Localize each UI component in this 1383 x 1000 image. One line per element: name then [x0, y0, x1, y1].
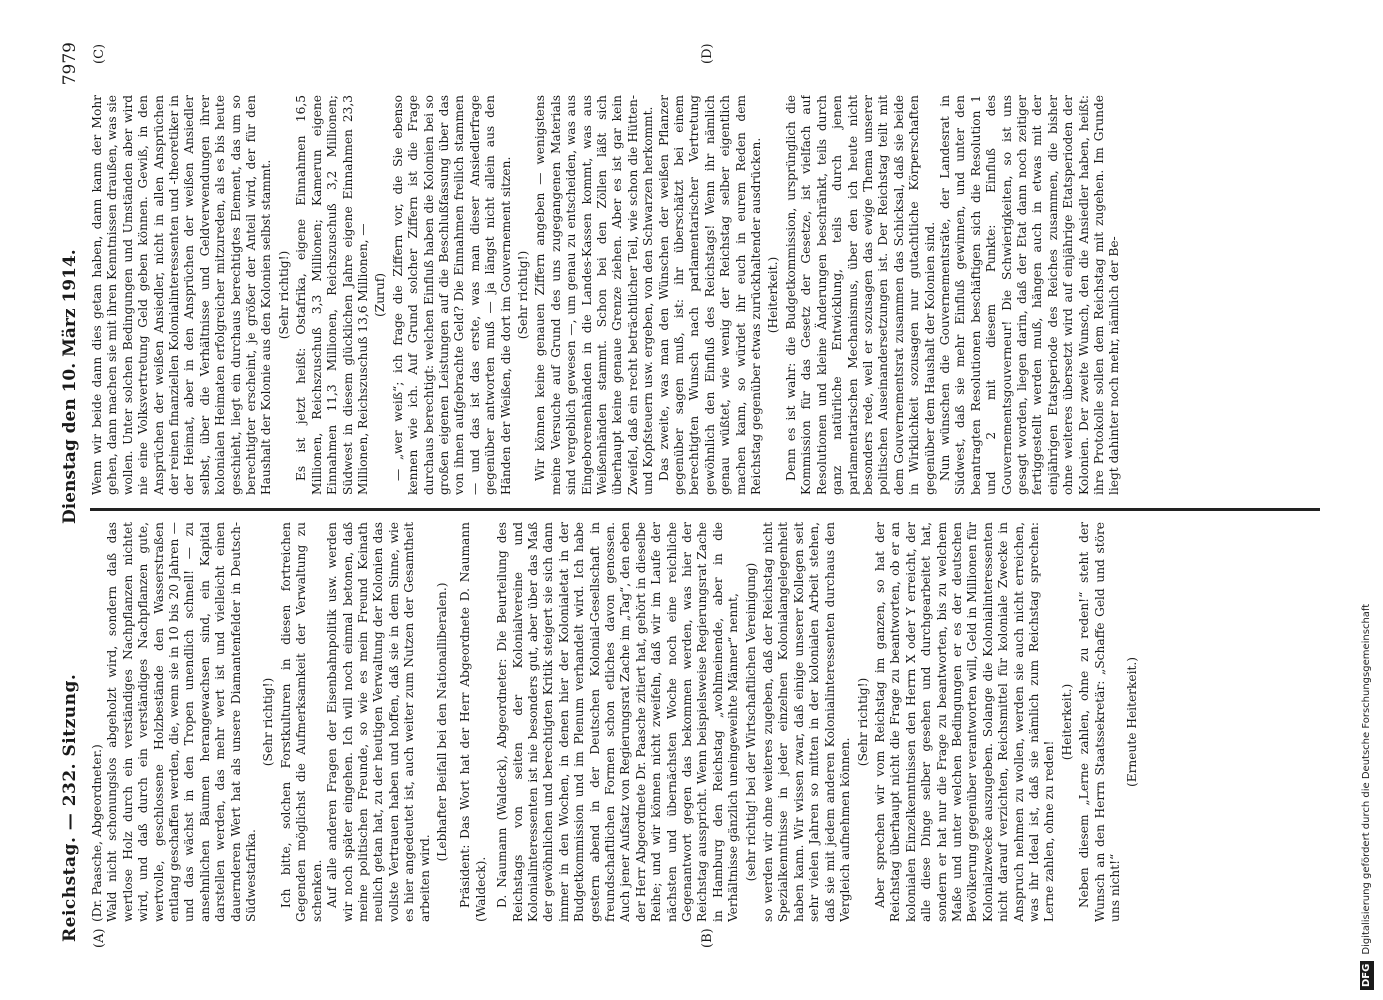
- margin-mark-a: (A): [92, 928, 107, 948]
- column-divider: [90, 508, 1320, 511]
- interjection: (Heiterkeit.): [766, 256, 781, 334]
- left-column: [90, 522, 1310, 922]
- paragraph: Ich bitte, solchen Forstkulturen in diesen fortreichen Gegenden möglichst die Aufmerksamkeit der Verwaltung zu schenken.: [278, 522, 324, 922]
- paragraph: Das zweite, was man den Wünschen der weißen Pflanzer gegenüber sagen muß, ist: ihr überschätzt bei einem berechtigten Wunsch nach parlamentarischer Vertretung gewöhnlich den Einfluß des Reichstags! Wenn ihr nämlich genau wüßtet, wie wenig der Reichstag selber eigentlich machen kann, so würdet ihr euch in eurem Reden dem Reichstag gegenüber etwas zurückhaltender ausdrücken.: [656, 95, 764, 495]
- paragraph: Nun wünschen die Gouvernementsräte, der Landesrat in Südwest, daß sie mehr Einfluß gewinnen, und unter den beantragten Resolutionen beschäftigen sich die Resolution 1 und 2 mit diesem Punkte: Einfluß des Gouvernementsgouverneur! Die Schwierigkeiten, so ist uns gesagt worden, liegen darin, daß der Etat dann noch zeitiger fertiggestellt werden muß, hängen auch in etwas mit der einjährigen Etatsperiode des Reiches zusammen, die bisher ohne weiteres übersetzt wird auf einjährige Etatsperioden der Kolonien. Der zweite Wunsch, den die Ansiedler haben, heißt: ihre Protokolle sollen dem Reichstag mit zugehen. Im Grunde liegt dahinter noch mehr, nämlich der Be-: [937, 95, 1122, 495]
- speaker-reference: (Dr. Paasche, Abgeordneter.): [90, 744, 104, 922]
- paragraph: Es ist jetzt heißt: Ostafrika, eigene Einnahmen 16,5 Millionen, Reichszuschuß 3,3 Millionen; Kamerun eigene Einnahmen 11,3 Millionen, Reichszuschuß 3,2 Millionen; Südwest in diesem glücklichen Jahre eigene Einnahmen 23,3 Millionen, Reichszuschuß 13,6 Millionen, —: [294, 95, 370, 495]
- interjection: (Lebhafter Beifall bei den Nationalliberalen.): [434, 582, 449, 862]
- interjection: (Zuruf): [373, 273, 388, 318]
- paragraph: Neben diesem „Lerne zahlen, ohne zu reden!“ steht der Wunsch an den Herrn Staatssekretär: „Schaffe Geld und störe uns nicht!“: [1077, 522, 1122, 922]
- digitization-credit: Digitalisierung gefördert durch die Deutsche Forschungsgemeinschaft: [1361, 603, 1372, 955]
- paragraph: Wald nicht schonungslos abgeholzt wird, sondern daß das wertlose Holz durch ein verständiges Nachpflanzen nichtet wird, und daß durch ein verständiges Nachpflanzen gute, wertvolle, geschlossene Holzbestände den Wasserstraßen entlang geschaffen werden, die, wenn sie in 10 bis 20 Jahren — und das wächst in den Tropen unendlich schnell! — zu ansehnlichen Bäumen herangewachsen sind, ein Kapital darstellen werden, das mehr wert ist und vielleicht einen dauernderen Wert hat als unsere Diamantenfelder in Deutsch-Südwestafrika.: [105, 522, 259, 922]
- paragraph: so werden wir ohne weiteres zugeben, daß der Reichstag nicht Spezialkenntnisse in jeder einzelnen Kolonialangelegenheit haben kann. Wir wissen zwar, daß einige unserer Kollegen seit sehr vielen Jahren so mitten in der kolonialen Arbeit stehen, daß sie mit jedem anderen Kolonialinteressenten durchaus den Vergleich aufnehmen können.: [761, 522, 853, 922]
- margin-mark-b: (B): [700, 928, 715, 948]
- president-line: Präsident: Das Wort hat der Herr Abgeordnete D. Naumann (Waldeck).: [458, 522, 488, 922]
- digitization-note: [1356, 10, 1378, 990]
- page-number: 7979: [60, 42, 80, 86]
- margin-mark-d: (D): [700, 43, 715, 64]
- right-column: [90, 95, 1310, 495]
- interjection: (Sehr richtig!): [261, 677, 276, 767]
- header-date: Dienstag den 10. März 1914.: [60, 249, 80, 524]
- interjection: (Erneute Heiterkeit.): [1125, 656, 1140, 788]
- interjection: (Sehr richtig!): [515, 250, 530, 340]
- paragraph: Denn es ist wahr: die Budgetkommission, ursprünglich die Kommission für das Gesetz der Gesetze, ist vielfach auf Resolutionen und kleine Änderungen beschränkt, teils durch ganz natürliche Entwicklung, teils durch jenen parlamentarischen Mechanismus, über den ich heute nicht besonders rede, weil er sozusagen das ewige Thema unserer politischen Auseinandersetzungen ist. Der Reichstag teilt mit dem Gouvernementsrat zusammen das Schicksal, daß sie beide in Wirklichkeit sozusagen nur gutachtliche Körperschaften gegenüber dem Haushalt der Kolonien sind.: [783, 95, 937, 495]
- interjection: (sehr richtig! bei der Wirtschaftlichen Vereinigung): [743, 562, 758, 882]
- interjection: (Sehr richtig!): [855, 677, 870, 767]
- paragraph: Wir können keine genauen Ziffern angeben — wenigstens meine Versuche auf Grund des uns zugegangenen Materials sind vergeblich gewesen —, um genau zu entscheiden, was aus Eingeborenenhänden in die Landes-Kassen kommt, was aus Weißenhänden stammt. Schon bei den Zöllen läßt sich überhaupt keine genaue Grenze ziehen. Aber es ist gar kein Zweifel, daß ein recht beträchtlicher Teil, wie schon die Hütten- und Kopfsteuern usw. ergeben, von den Schwarzen herkommt.: [533, 95, 656, 495]
- dfg-logo: DFG: [1360, 961, 1374, 990]
- interjection: (Heiterkeit.): [1059, 683, 1074, 761]
- paragraph: Auf alle anderen Fragen der Eisenbahnpolitik usw. werden wir noch später eingehen. Ich will noch einmal betonen, daß meine politischen Freunde, so wie es mein Freund Keinath neulich getan hat, zu der heutigen Verwaltung der Kolonien das vollste Vertrauen haben und hoffen, daß sie in dem Sinne, wie es hier angedeutet ist, auch weiter zum Nutzen der Gesamtheit arbeiten wird.: [325, 522, 432, 922]
- paragraph: D. Naumann (Waldeck), Abgeordneter: Die Beurteilung des Reichstags von seiten der Kolonialvereine und Kolonialinteressenten ist nie besonders gut, aber über das Maß der gewöhnlichen und berechtigten Kritik steigert sie sich dann immer in den Wochen, in denen hier der Kolonialetat in der Budgetkommission und im Plenum verhandelt wird. Ich habe gestern abend in der Deutschen Kolonial-Gesellschaft in freundschaftlichen Formen schon etliches davon genossen. Auch jener Aufsatz von Regierungsrat Zache im „Tag“, den eben der Herr Abgeordnete Dr. Paasche zitiert hat, gehört in dieselbe Reihe; und wir können nicht zweifeln, daß wir im Laufe der nächsten und übernächsten Woche noch eine reichliche Gegenantwort gegen das bekommen werden, was hier der Reichstag ausspricht. Wenn beispielsweise Regierungsrat Zache in Hamburg den Reichstag „wohlmeinende, aber in die Verhältnisse gänzlich uneingeweihte Männer“ nennt,: [495, 522, 741, 922]
- interjection: (Sehr richtig!): [276, 250, 291, 340]
- margin-mark-c: (C): [92, 43, 107, 64]
- paragraph: Aber sprechen wir vom Reichstag im ganzen, so hat der Reichstag überhaupt nicht die Frage zu beantworten, ob er an kolonialen Einzelkenntnissen den Herrn X oder Y erreicht, der alle diese Dinge selber gesehen und durchgearbeitet hat, sondern er hat nur die Frage zu beantworten, bis zu welchem Maße und unter welchen Bedingungen er es der deutschen Bevölkerung gegenüber verantworten will, Geld in Millionen für Kolonialzwecke auszugeben. Solange die Kolonialinteressenten nicht darauf verzichten, Reichsmittel für koloniale Zwecke in Anspruch nehmen zu wollen, werden sie auch nicht erreichen, was ihr Ideal ist, daß sie nämlich zum Reichstag sprechen: Lerne zahlen, ohne zu reden!: [872, 522, 1057, 922]
- header-left: Reichstag. — 232. Sitzung.: [60, 673, 80, 942]
- page-header: [58, 42, 82, 942]
- paragraph: — „wer weiß“; ich frage die Ziffern vor, die Sie ebenso kennen wie ich. Auf Grund solcher Ziffern ist die Frage durchaus berechtigt: welchen Einfluß haben die Kolonien bei so großen eigenen Leistungen auf die Beschlußfassung über das von ihnen aufgebrachte Geld? Die Einnahmen freilich stammen — und das ist das erste, was man dieser Ansiedlerfrage gegenüber antworten muß — ja längst nicht allein aus den Händen der Weißen, die dort im Gouvernement sitzen.: [390, 95, 513, 495]
- paragraph: Wenn wir beide dann dies getan haben, dann kann der Mohr gehen, dann machen sie mit ihren Kenntnissen draußen, was sie wollen. Unter solchen Bedingungen und Umständen aber wird nie eine Volksvertretung Geld geben können. Gewiß, in den Ansprüchen der weißen Ansiedler, nicht in allen Ansprüchen der reinen finanziellen Kolonialinteressenten und -theoretiker in der Heimat, aber in den Ansprüchen der weißen Ansiedler selbst, über die Verhältnisse und Geldverwendungen ihrer kolonialen Heimaten erfolgreicher mitzureden, als es bis heute geschieht, liegt ein durchaus berechtigtes Element, das um so berechtigter erscheint, je größer der Anteil wird, der für den Haushalt der Kolonie aus den Kolonien selbst stammt.: [90, 95, 274, 495]
